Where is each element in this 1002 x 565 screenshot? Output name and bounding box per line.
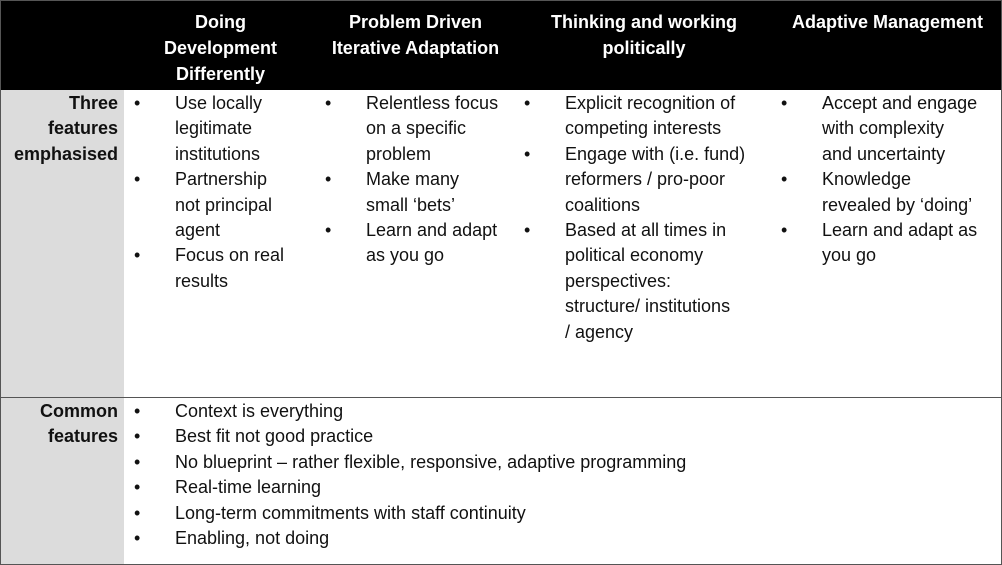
item-line: not principal [175, 194, 273, 215]
header-thinking-working-politically [514, 9, 774, 61]
item-line: Use locally [175, 93, 263, 113]
header-line: Thinking and working [551, 12, 737, 32]
item-line: problem [366, 143, 432, 164]
label-line: features [47, 426, 118, 447]
list-item [134, 424, 994, 449]
row-label-common-features [1, 398, 124, 564]
item-line: Learn and adapt [366, 220, 498, 241]
list-item [325, 91, 515, 167]
bullet: • [134, 426, 141, 447]
item-line: structure/ institutions [565, 296, 731, 317]
item-line: Relentless focus [366, 93, 499, 113]
bullet: • [325, 169, 332, 190]
item-line: competing interests [565, 118, 722, 139]
list-col2 [325, 91, 515, 269]
header-pdia [317, 9, 514, 61]
list-col1 [134, 91, 314, 294]
bullet: • [134, 93, 141, 113]
item-line: Enabling, not doing [175, 528, 330, 549]
item-line: Focus on real [175, 245, 285, 266]
item-line: coalitions [565, 194, 641, 215]
row-label-three-features [1, 90, 124, 397]
header-line: Adaptive Management [791, 12, 984, 32]
header-line: Problem Driven [348, 12, 483, 32]
bullet: • [781, 220, 788, 241]
list-item [134, 167, 314, 243]
item-line: Best fit not good practice [175, 426, 374, 447]
list-item [781, 218, 999, 269]
list-item [134, 475, 994, 500]
list-item [325, 167, 515, 218]
list-col3 [524, 91, 774, 345]
list-item [325, 218, 515, 269]
bullet: • [524, 93, 531, 113]
list-item [524, 142, 774, 218]
bullet: • [134, 528, 141, 549]
bullet: • [134, 169, 141, 190]
header-doing-development-differently [124, 9, 317, 87]
list-item [134, 399, 994, 424]
item-line: agent [175, 220, 221, 241]
item-line: as you go [366, 245, 445, 266]
list-item [134, 526, 994, 551]
item-line: Make many [366, 169, 460, 190]
header-line: Iterative Adaptation [331, 38, 500, 58]
item-line: / agency [565, 321, 634, 342]
item-line: Engage with (i.e. fund) [565, 143, 746, 164]
header-line: politically [602, 38, 686, 58]
bullet: • [325, 220, 332, 241]
header-line: Differently [175, 64, 265, 84]
label-line: Common [40, 401, 118, 421]
bullet: • [524, 143, 531, 164]
table-header [1, 1, 1001, 90]
item-line: Learn and adapt as [822, 220, 978, 241]
item-line: revealed by ‘doing’ [822, 194, 973, 215]
bullet: • [134, 477, 141, 498]
list-item [524, 91, 774, 142]
item-line: Context is everything [175, 401, 344, 421]
list-item [524, 218, 774, 345]
row-common-features [1, 397, 1001, 564]
header-adaptive-management [774, 9, 1001, 35]
list-item [134, 91, 314, 167]
item-line: reformers / pro-poor [565, 169, 726, 190]
header-line: Development [163, 38, 278, 58]
list-item [134, 450, 994, 475]
item-line: Explicit recognition of [565, 93, 736, 113]
bullet: • [134, 451, 141, 472]
list-item [134, 501, 994, 526]
list-item [781, 91, 999, 167]
label-line: features [47, 118, 118, 139]
item-line: legitimate [175, 118, 253, 139]
item-line: results [175, 270, 229, 291]
item-line: institutions [175, 143, 261, 164]
item-line: Partnership [175, 169, 268, 190]
item-line: political economy [565, 245, 704, 266]
item-line: Accept and engage [822, 93, 978, 113]
bullet: • [524, 220, 531, 241]
bullet: • [134, 245, 141, 266]
list-item [134, 243, 314, 294]
item-line: Knowledge [822, 169, 912, 190]
header-line: Doing [195, 12, 246, 32]
bullet: • [325, 93, 332, 113]
item-line: No blueprint – rather flexible, responsive, adaptive programming [175, 451, 687, 472]
bullet: • [781, 169, 788, 190]
bullet: • [781, 93, 788, 113]
item-line: you go [822, 245, 877, 266]
item-line: with complexity [822, 118, 945, 139]
item-line: on a specific [366, 118, 467, 139]
list-item [781, 167, 999, 218]
bullet: • [134, 502, 141, 523]
label-line: emphasised [13, 143, 118, 164]
item-line: Long-term commitments with staff continuity [175, 502, 526, 523]
list-col4 [781, 91, 999, 269]
label-line: Three [68, 93, 118, 113]
item-line: Based at all times in [565, 220, 727, 241]
item-line: small ‘bets’ [366, 194, 456, 215]
item-line: and uncertainty [822, 143, 946, 164]
item-line: Real-time learning [175, 477, 322, 498]
row-three-features [1, 90, 1001, 397]
bullet: • [134, 401, 141, 421]
list-common-features [134, 399, 994, 551]
item-line: perspectives: [565, 270, 672, 291]
